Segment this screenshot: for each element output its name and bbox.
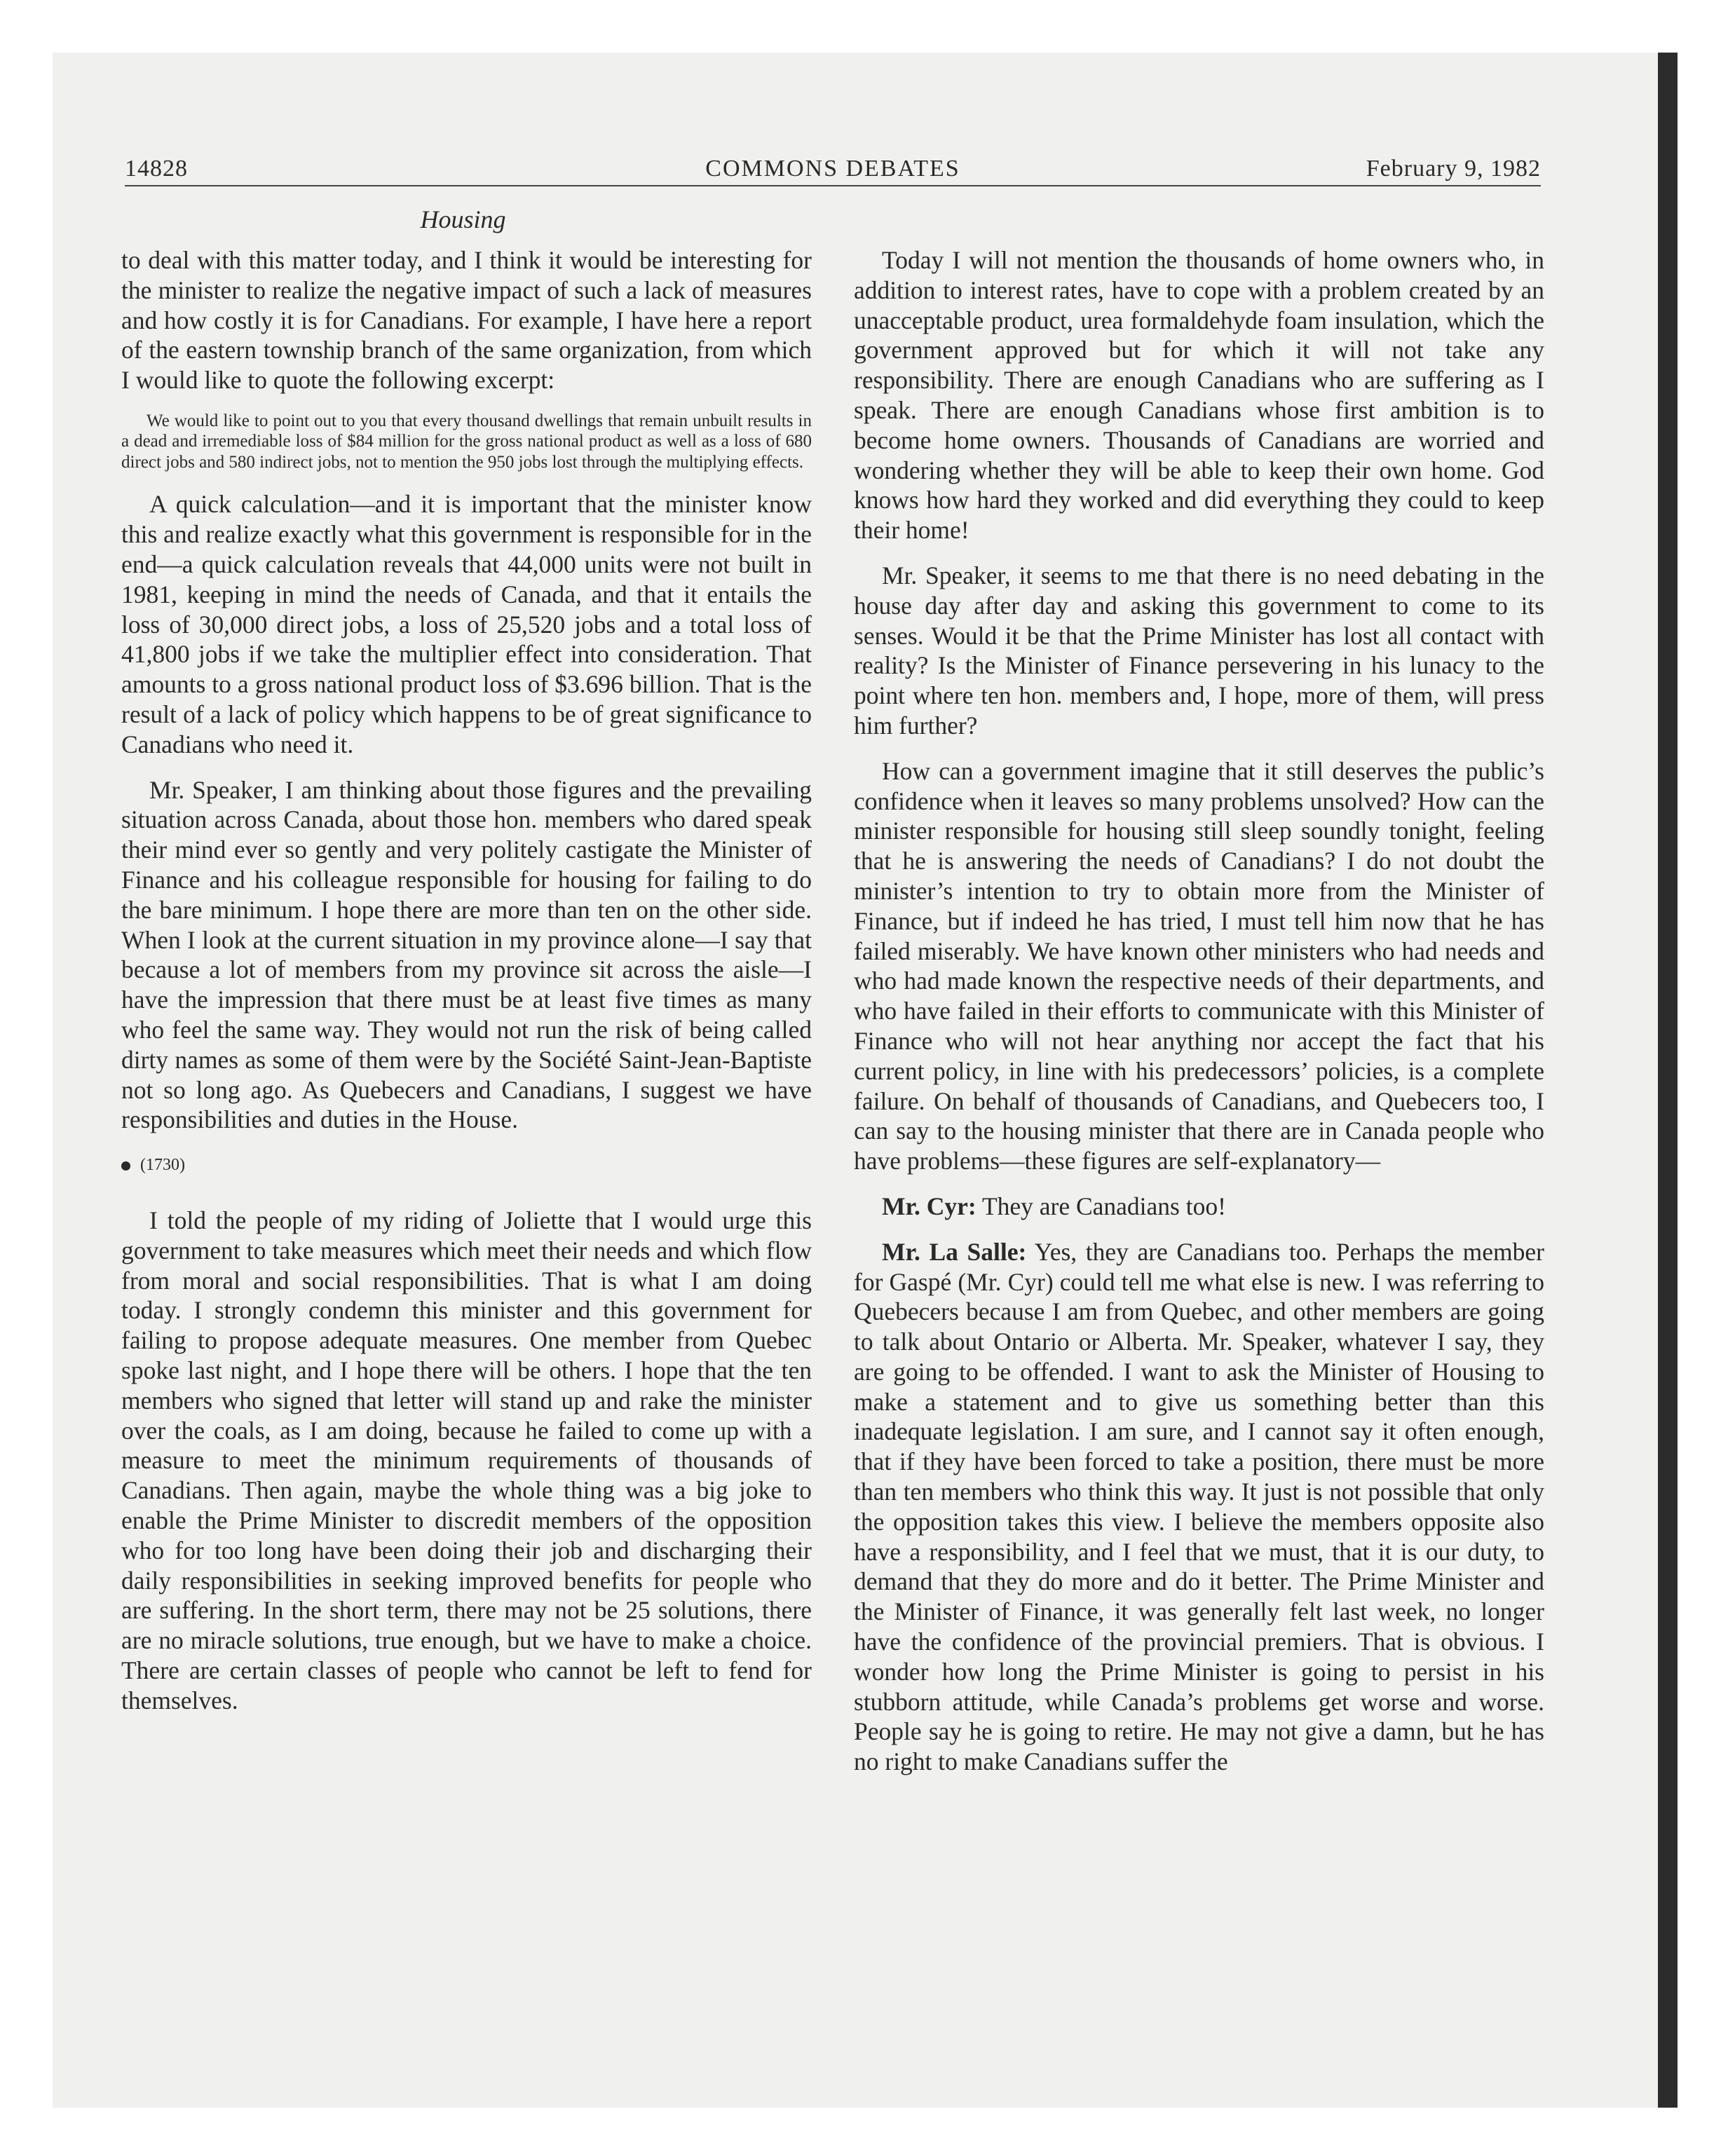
journal-title: COMMONS DEBATES	[705, 156, 960, 182]
quoted-excerpt: We would like to point out to you that every thousand dwellings that remain unbuilt results in a dead and irremediable loss of $84 million for the gross national product as well as a loss of 680 direct jobs and 580 indirect jobs, not to mention the 950 jobs lost through the multiplying effects.	[121, 411, 812, 472]
interjection-text: They are Canadians too!	[981, 1192, 1226, 1220]
header-rule	[125, 185, 1541, 186]
section-title: Housing	[420, 205, 506, 233]
left-paragraph-3: Mr. Speaker, I am thinking about those figures and the prevailing situation across Canada, about those hon. members who dared speak their mind ever so gently and very politely castigate the Minister of Finance and his colleague responsible for housing for failing to do the bare minimum. I hope there are more than ten on the other side. When I look at the current situation in my province alone—I say that because a lot of members from my province sit across the aisle—I have the impression that there must be at least five times as many who feel the same way. They would not run the risk of being called dirty names as some of them were by the Société Saint-Jean-Baptiste not so long ago. As Quebecers and Canadians, I suggest we have responsibilities and duties in the House.	[121, 775, 812, 1134]
speaker-name: Mr. La Salle:	[882, 1237, 1027, 1266]
bullet-icon	[121, 1161, 130, 1171]
right-paragraph-1: Today I will not mention the thousands of home owners who, in addition to interest rates, have to cope with a problem created by an unacceptable product, urea formaldehyde foam insulation, which the government approved but for which it will not take any responsibility. There are enough Canadians who are suffering as I speak. There are enough Canadians whose first ambition is to become home owners. Thousands of Canadians are worried and wondering whether they will be able to keep their own home. God knows how hard they worked and did everything they could to keep their home!	[854, 246, 1544, 545]
scan-edge-shadow	[1658, 53, 1678, 2108]
left-paragraph-2: A quick calculation—and it is important that the minister know this and realize exactly what this government is responsible for in the end—a quick calculation reveals that 44,000 units were not built in 1981, keeping in mind the needs of Canada, and that it entails the loss of 30,000 direct jobs, a loss of 25,520 jobs and a total loss of 41,800 jobs if we take the multiplier effect into consideration. That amounts to a gross national product loss of $3.696 billion. That is the result of a lack of policy which happens to be of great significance to Canadians who need it.	[121, 490, 812, 758]
speaker-name: Mr. Cyr:	[882, 1192, 977, 1220]
time-marker	[121, 1150, 812, 1180]
left-column	[121, 245, 812, 1731]
speech	[854, 1237, 1544, 1777]
page-date: February 9, 1982	[1366, 156, 1541, 182]
speech-text: Yes, they are Canadians too. Perhaps the member for Gaspé (Mr. Cyr) could tell me what else is new. I was referring to Quebecers because I am from Quebec, and other members are going to talk about Ontario or Alberta. Mr. Speaker, whatever I say, they are going to be offended. I want to ask the Minister of Housing to make a statement and to give us something better than this inadequate legislation. I am sure, and I cannot say it often enough, that if they have been forced to take a position, there must be more than ten members who think this way. It just is not possible that only the opposition takes this view. I believe the members opposite also have a responsibility, and I feel that we must, that it is our duty, to demand that they do more and do it better. The Prime Minister and the Minister of Finance, it was generally felt last week, no longer have the confidence of the provincial premiers. That is obvious. I wonder how long the Prime Minister is going to persist in his stubborn attitude, while Canada’s problems get worse and worse. People say he is going to retire. He may not give a damn, but he has no right to make Canadians suffer the	[854, 1237, 1544, 1776]
left-paragraph-4: I told the people of my riding of Joliette that I would urge this government to take measures which meet their needs and which flow from moral and social responsibilities. That is what I am doing today. I strongly condemn this minister and this government for failing to propose adequate measures. One member from Quebec spoke last night, and I hope there will be others. I hope that the ten members who signed that letter will stand up and rake the minister over the coals, as I am doing, because he failed to come up with a measure to meet the minimum requirements of thousands of Canadians. Then again, maybe the whole thing was a big joke to enable the Prime Minister to discredit members of the opposition who for too long have been doing their job and discharging their daily responsibilities in seeking improved benefits for people who are suffering. In the short term, there may not be 25 solutions, there are no miracle solutions, true enough, but we have to make a choice. There are certain classes of people who cannot be left to fend for themselves.	[121, 1206, 812, 1714]
time-marker-text: (1730)	[140, 1156, 185, 1175]
left-paragraph-1: to deal with this matter today, and I think it would be interesting for the minister to realize the negative impact of such a lack of measures and how costly it is for Canadians. For example, I have here a report of the eastern township branch of the same organization, from which I would like to quote the following excerpt:	[121, 246, 812, 395]
page-number: 14828	[125, 156, 188, 182]
interjection	[854, 1192, 1544, 1222]
right-paragraph-2: Mr. Speaker, it seems to me that there is no need debating in the house day after day and asking this government to come to its senses. Would it be that the Prime Minister has lost all contact with reality? Is the Minister of Finance persevering in his lunacy to the point where ten hon. members and, I hope, more of them, will press him further?	[854, 561, 1544, 739]
right-column	[854, 245, 1544, 1792]
right-paragraph-3: How can a government imagine that it still deserves the public’s confidence when it leaves so many problems unsolved? How can the minister responsible for housing still sleep soundly tonight, feeling that he is answering the needs of Canadians? I do not doubt the minister’s intention to try to obtain more from the Minister of Finance, but if indeed he has tried, I must tell him now that he has failed miserably. We have known other ministers who had needs and who had made known the respective needs of their departments, and who have failed in their efforts to communicate with this Minister of Finance who will not hear anything nor accept the fact that his current policy, in line with his predecessors’ policies, is a complete failure. On behalf of thousands of Canadians, and Quebecers too, I can say to the housing minister that there are in Canada people who have problems—these figures are self-explanatory—	[854, 756, 1544, 1175]
